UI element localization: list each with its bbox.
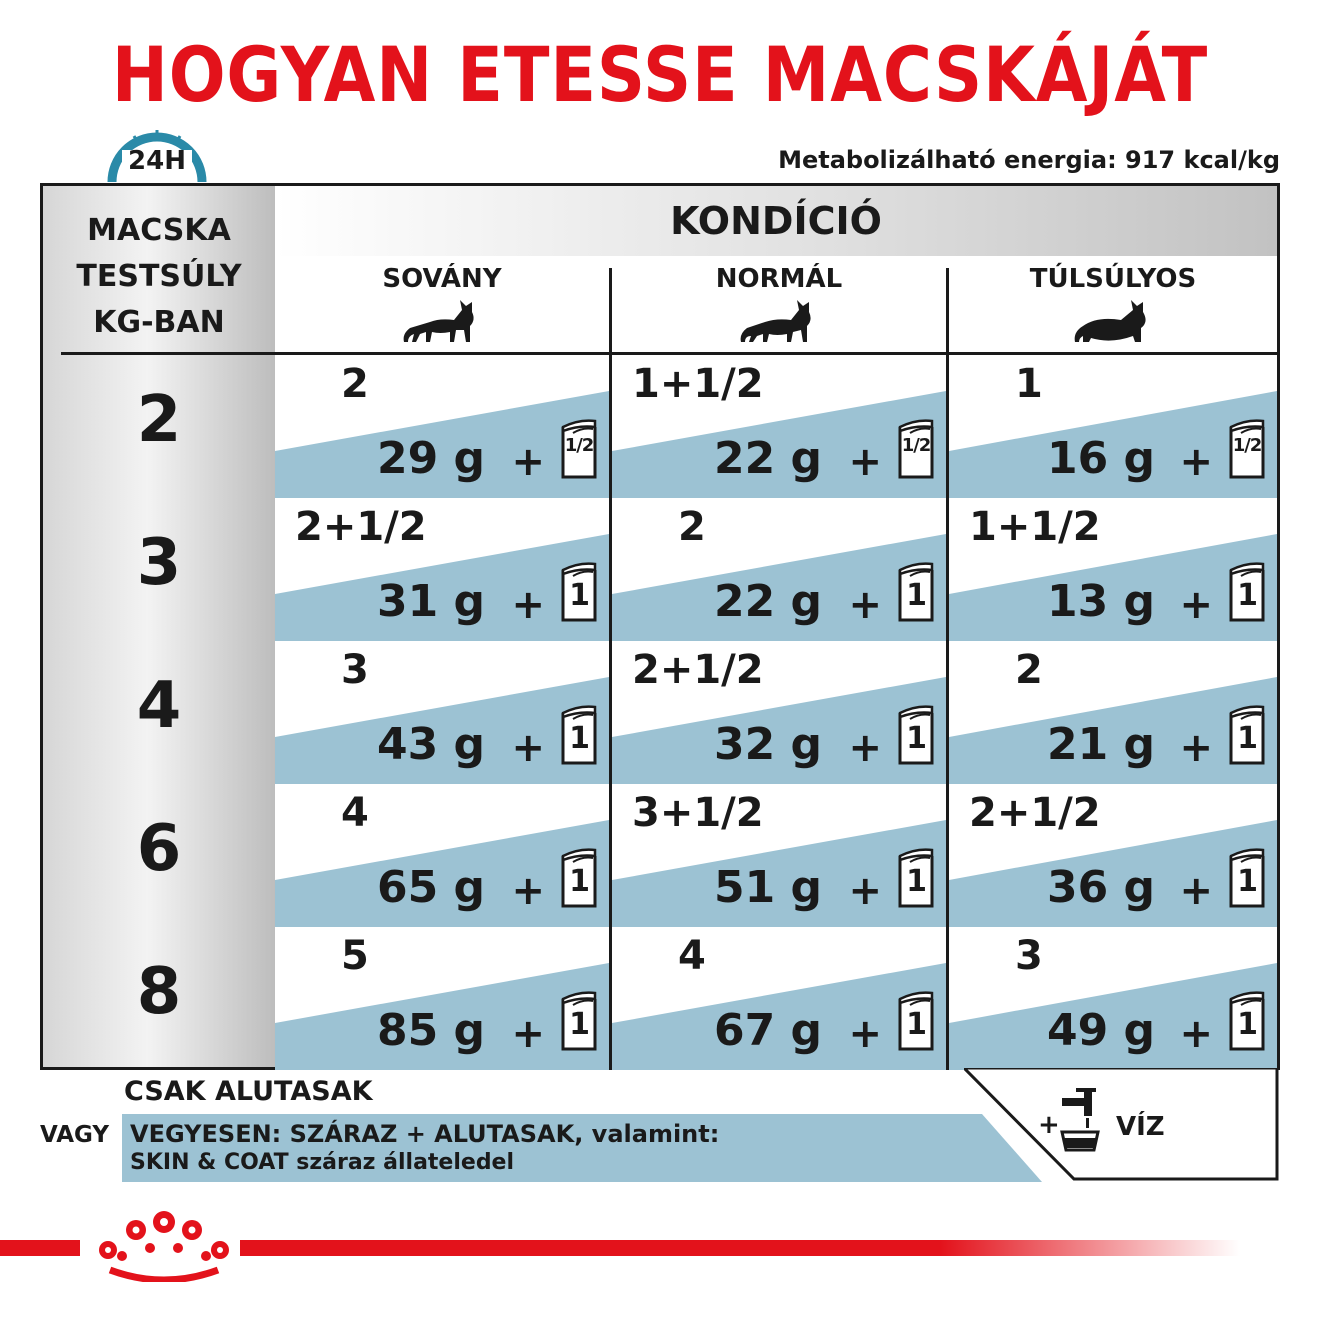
pouch-fraction: 1 [906, 1007, 926, 1042]
gram-amount: 21 g [1046, 719, 1155, 770]
mixed-feeding-band [122, 1114, 1042, 1182]
pouch-count: 2+1/2 [295, 504, 427, 550]
gram-amount: 51 g [713, 862, 822, 913]
gram-amount: 67 g [713, 1005, 822, 1056]
pouch-count: 4 [341, 790, 369, 836]
feeding-cell [612, 355, 946, 498]
pouch-count: 3 [341, 647, 369, 693]
pouch-icon [896, 703, 936, 765]
gram-amount: 36 g [1046, 862, 1155, 913]
pouch-count: 2+1/2 [969, 790, 1101, 836]
gram-amount: 22 g [713, 433, 822, 484]
water-plus: + [1038, 1110, 1060, 1140]
energy-info: Metabolizálható energia: 917 kcal/kg [778, 146, 1280, 174]
plus-sign: + [848, 582, 882, 628]
plus-sign: + [511, 725, 545, 771]
plus-sign: + [511, 868, 545, 914]
feeding-table [40, 183, 1280, 1070]
only-pouches-label: CSAK ALUTASAK [124, 1076, 373, 1107]
pouch-count: 4 [678, 933, 706, 979]
feeding-cell [949, 355, 1277, 498]
pouch-count: 3+1/2 [632, 790, 764, 836]
clock-icon [104, 116, 210, 192]
mixed-line-2: SKIN & COAT száraz állateledel [130, 1150, 515, 1175]
gram-amount: 16 g [1046, 433, 1155, 484]
plus-sign: + [511, 439, 545, 485]
plus-sign: + [848, 439, 882, 485]
pouch-icon [1227, 989, 1267, 1051]
pouch-fraction: 1 [569, 578, 589, 613]
plus-sign: + [1179, 725, 1213, 771]
pouch-icon [559, 846, 599, 908]
plus-sign: + [1179, 1011, 1213, 1057]
plus-sign: + [848, 725, 882, 771]
cat-silhouette-icon [737, 298, 821, 346]
page-title: HOGYAN ETESSE MACSKÁJÁT [111, 30, 1209, 119]
pouch-icon [896, 846, 936, 908]
pouch-count: 1 [1015, 361, 1043, 407]
plus-sign: + [1179, 868, 1213, 914]
pouch-count: 5 [341, 933, 369, 979]
pouch-fraction: 1 [569, 864, 589, 899]
feeding-cell [949, 641, 1277, 784]
feeding-cell [275, 927, 609, 1070]
pouch-icon [1227, 560, 1267, 622]
pouch-count: 2+1/2 [632, 647, 764, 693]
pouch-count: 2 [1015, 647, 1043, 693]
condition-normal: NORMÁL [612, 256, 946, 352]
gram-amount: 22 g [713, 576, 822, 627]
plus-sign: + [511, 1011, 545, 1057]
weight-value: 2 [136, 383, 182, 457]
pouch-count: 1+1/2 [632, 361, 764, 407]
feeding-cell [949, 927, 1277, 1070]
pouch-fraction: 1/2 [1232, 435, 1262, 456]
pouch-fraction: 1/2 [564, 435, 594, 456]
gram-amount: 13 g [1046, 576, 1155, 627]
pouch-fraction: 1 [1237, 1007, 1257, 1042]
red-stripe-left [0, 1240, 80, 1256]
feeding-cell [275, 641, 609, 784]
plus-sign: + [1179, 582, 1213, 628]
pouch-icon [559, 417, 599, 479]
pouch-icon [1227, 703, 1267, 765]
plus-sign: + [1179, 439, 1213, 485]
feeding-cell [612, 498, 946, 641]
feeding-cell [275, 355, 609, 498]
weight-value: 3 [136, 526, 182, 600]
feeding-cell [949, 498, 1277, 641]
feeding-cell [275, 784, 609, 927]
pouch-icon [1227, 846, 1267, 908]
gram-amount: 31 g [376, 576, 485, 627]
pouch-count: 2 [678, 504, 706, 550]
clock-label: 24H [128, 146, 186, 176]
cat-silhouette-icon [400, 298, 484, 346]
condition-thin: SOVÁNY [275, 256, 609, 352]
weight-value: 4 [136, 669, 182, 743]
pouch-fraction: 1 [1237, 578, 1257, 613]
mixed-line-1: VEGYESEN: SZÁRAZ + ALUTASAK, valamint: [130, 1120, 720, 1148]
pouch-icon [896, 989, 936, 1051]
pouch-icon [896, 417, 936, 479]
feeding-cell [949, 784, 1277, 927]
weight-value: 8 [136, 955, 182, 1029]
feeding-cell [275, 498, 609, 641]
pouch-fraction: 1 [1237, 721, 1257, 756]
gram-amount: 65 g [376, 862, 485, 913]
or-label: VAGY [40, 1122, 110, 1148]
weight-header: MACSKA TESTSÚLY KG-BAN [76, 213, 242, 340]
gram-amount: 32 g [713, 719, 822, 770]
pouch-count: 3 [1015, 933, 1043, 979]
pouch-fraction: 1 [906, 578, 926, 613]
water-label: VÍZ [1116, 1112, 1165, 1142]
pouch-fraction: 1 [1237, 864, 1257, 899]
gram-amount: 29 g [376, 433, 485, 484]
gram-amount: 49 g [1046, 1005, 1155, 1056]
header-divider [61, 352, 275, 355]
gram-amount: 43 g [376, 719, 485, 770]
pouch-icon [896, 560, 936, 622]
pouch-icon [559, 989, 599, 1051]
pouch-count: 2 [341, 361, 369, 407]
condition-overweight: TÚLSÚLYOS [949, 256, 1277, 352]
water-box [964, 1068, 1280, 1182]
gram-amount: 85 g [376, 1005, 485, 1056]
cat-silhouette-icon [1071, 298, 1155, 346]
pouch-fraction: 1 [906, 721, 926, 756]
plus-sign: + [511, 582, 545, 628]
pouch-icon [559, 560, 599, 622]
feeding-cell [612, 927, 946, 1070]
pouch-fraction: 1 [569, 1007, 589, 1042]
pouch-icon [559, 703, 599, 765]
pouch-icon [1227, 417, 1267, 479]
feeding-cell [612, 641, 946, 784]
royal-canin-crown-logo [96, 1210, 232, 1282]
weight-value: 6 [136, 812, 182, 886]
red-stripe-right [240, 1240, 1240, 1256]
condition-header: KONDÍCIÓ [275, 186, 1277, 256]
feeding-cell [612, 784, 946, 927]
plus-sign: + [848, 1011, 882, 1057]
plus-sign: + [848, 868, 882, 914]
pouch-fraction: 1/2 [901, 435, 931, 456]
pouch-fraction: 1 [569, 721, 589, 756]
pouch-count: 1+1/2 [969, 504, 1101, 550]
tap-water-icon [1058, 1086, 1104, 1152]
pouch-fraction: 1 [906, 864, 926, 899]
